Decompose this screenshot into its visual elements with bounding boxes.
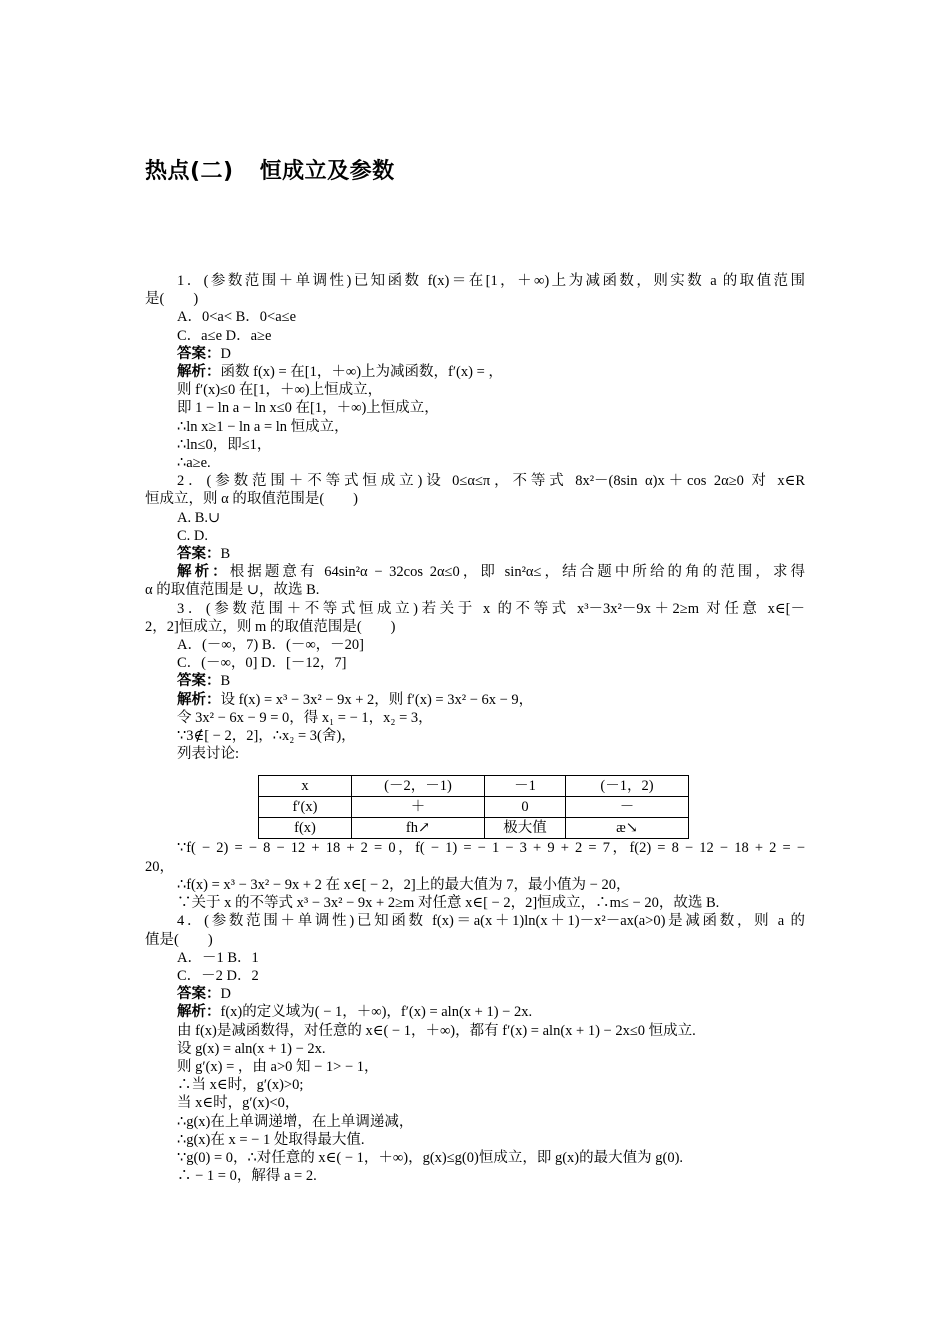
q1-options-ab: A．0<a< B．0<a≤e (177, 309, 297, 326)
table-cell: － (566, 797, 689, 818)
table-cell: (－2，－1) (352, 776, 485, 797)
q1-analysis-line: ∴a≥e. (177, 455, 211, 472)
q2-analysis-line: α 的取值范围是 ∪，故选 B. (145, 582, 320, 599)
answer-value: D (220, 345, 231, 362)
q1-options-cd: C．a≤e D．a≥e (177, 327, 272, 344)
q1-analysis-line: ∴ln x≥1 − ln a = ln 恒成立， (177, 418, 349, 435)
q2-analysis-line: 解析：根据题意有 64sin²α − 32cos 2α≤0，即 sin²α≤，结合题中所给的角的范围，求得 (177, 564, 806, 581)
q2-answer (145, 545, 805, 563)
q2-stem-line1: 2．(参数范围＋不等式恒成立)设 0≤α≤π，不等式 8x²－(8sin α)x＋cos 2α≥0 对 x∈R (177, 473, 805, 490)
answer-label: 答案： (177, 546, 221, 563)
table-cell: (－1，2) (566, 776, 689, 797)
q4-stem-line2: 值是( ) (145, 931, 213, 948)
table-cell: －1 (485, 776, 566, 797)
table-cell: 极大值 (485, 818, 566, 839)
table-cell: f(x) (259, 818, 352, 839)
q4-stem-line1: 4．(参数范围＋单调性)已知函数 f(x)＝a(x＋1)ln(x＋1)－x²－ax(a>0)是减函数，则 a 的 (177, 913, 805, 930)
q3-options-ab: A．(－∞，7) B．(－∞，－20] (177, 637, 365, 654)
answer-label: 答案： (177, 673, 221, 690)
q3-stem-line2: 2，2]恒成立，则 m 的取值范围是( ) (145, 618, 396, 635)
q3-conclusion-line: ∵f( − 2) = − 8 − 12 + 18 + 2 = 0，f( − 1) = − 1 − 3 + 9 + 2 = 7，f(2) = 8 − 12 − 18 + 2 = − (177, 840, 805, 857)
table-cell: f′(x) (259, 797, 352, 818)
q3-analysis-line: 列表讨论: (177, 746, 240, 763)
q4-analysis-line: 则 g′(x) = ，由 a>0 知 − 1> − 1， (177, 1058, 379, 1075)
q4-answer (145, 985, 805, 1003)
sign-table (258, 775, 689, 839)
analysis-label: 解析： (177, 364, 221, 381)
table-cell: x (259, 776, 352, 797)
table-cell: æ↘ (566, 818, 689, 839)
answer-value: B (220, 546, 231, 563)
title-main: 热点(二) (145, 159, 234, 184)
analysis-label: 解析： (177, 691, 221, 708)
analysis-label: 解析： (177, 564, 230, 581)
answer-label: 答案： (177, 345, 221, 362)
q1-analysis-line: 即 1 − ln a − ln x≤0 在[1，＋∞)上恒成立， (177, 400, 439, 417)
title-sub: 恒成立及参数 (259, 159, 395, 184)
q2-options-ab: A. B.∪ (177, 509, 221, 526)
q4-options-cd: C．－2 D．2 (177, 967, 259, 984)
q3-conclusion-line: 20， (145, 858, 174, 875)
q4-analysis-line: 解析：f(x)的定义域为( − 1，＋∞)，f′(x) = aln(x + 1) − 2x. (177, 1004, 533, 1021)
q1-analysis-line: ∴ln≤0，即≤1， (177, 436, 272, 453)
q3-analysis-line: 令 3x² − 6x − 9 = 0，得 x₁ = − 1，x₂ = 3， (177, 709, 433, 726)
q3-options-cd: C．(－∞，0] D．[－12，7] (177, 655, 347, 672)
q4-analysis-line: ∴g(x)在 x = − 1 处取得最大值. (177, 1131, 365, 1148)
answer-value: B (220, 673, 231, 690)
q3-analysis-line: 解析：设 f(x) = x³ − 3x² − 9x + 2，则 f′(x) = 3x² − 6x − 9， (177, 691, 534, 708)
q4-analysis-line: ∵g(0) = 0，∴对任意的 x∈( − 1，＋∞)，g(x)≤g(0)恒成立，即 g(x)的最大值为 g(0). (177, 1149, 684, 1166)
q4-analysis-line: ∴g(x)在上单调递增，在上单调递减， (177, 1113, 414, 1130)
table-row (259, 776, 689, 797)
document-body (145, 272, 805, 1185)
analysis-label: 解析： (177, 1004, 221, 1021)
q4-analysis-line: 设 g(x) = aln(x + 1) − 2x. (177, 1040, 326, 1057)
q1-stem-line2: 是( ) (145, 291, 199, 308)
q2-stem-line2: 恒成立，则 α 的取值范围是( ) (145, 491, 359, 508)
q3-answer (145, 672, 805, 690)
table-cell: 0 (485, 797, 566, 818)
table-cell: ＋ (352, 797, 485, 818)
answer-value: D (220, 986, 231, 1003)
q1-analysis-line: 解析：函数 f(x) = 在[1，＋∞)上为减函数，f′(x) = ， (177, 364, 503, 381)
q4-options-ab: A．－1 B．1 (177, 949, 259, 966)
table-row (259, 818, 689, 839)
q4-analysis-line: 由 f(x)是减函数得，对任意的 x∈( − 1，＋∞)，都有 f′(x) = aln(x + 1) − 2x≤0 恒成立. (177, 1022, 696, 1039)
q3-analysis-line: ∵3∉[ − 2，2]，∴x₂ = 3(舍)， (177, 728, 356, 745)
q1-stem-line1: 1．(参数范围＋单调性)已知函数 f(x)＝在[1，＋∞)上为减函数，则实数 a 的取值范围 (177, 273, 805, 289)
table-cell: fh↗ (352, 818, 485, 839)
q4-analysis-line: ∴ − 1 = 0，解得 a = 2. (177, 1168, 317, 1185)
answer-label: 答案： (177, 986, 221, 1003)
q1-analysis-line: 则 f′(x)≤0 在[1，＋∞)上恒成立， (177, 382, 383, 399)
q2-options-cd: C. D. (177, 527, 209, 544)
q3-stem-line1: 3．(参数范围＋不等式恒成立)若关于 x 的不等式 x³－3x²－9x＋2≥m 对任意 x∈[－ (177, 600, 805, 617)
page-title (145, 154, 395, 185)
q3-conclusion-line: ∵关于 x 的不等式 x³ − 3x² − 9x + 2≥m 对任意 x∈[ − 2，2]恒成立，∴m≤ − 20，故选 B. (177, 895, 720, 912)
q1-answer (145, 345, 805, 363)
q3-conclusion-line: ∴f(x) = x³ − 3x² − 9x + 2 在 x∈[ − 2，2]上的最大值为 7，最小值为 − 20， (177, 876, 631, 893)
q4-analysis-line: ∴当 x∈时，g′(x)>0; (177, 1077, 304, 1094)
q4-analysis-line: 当 x∈时，g′(x)<0， (177, 1095, 300, 1112)
table-row (259, 797, 689, 818)
